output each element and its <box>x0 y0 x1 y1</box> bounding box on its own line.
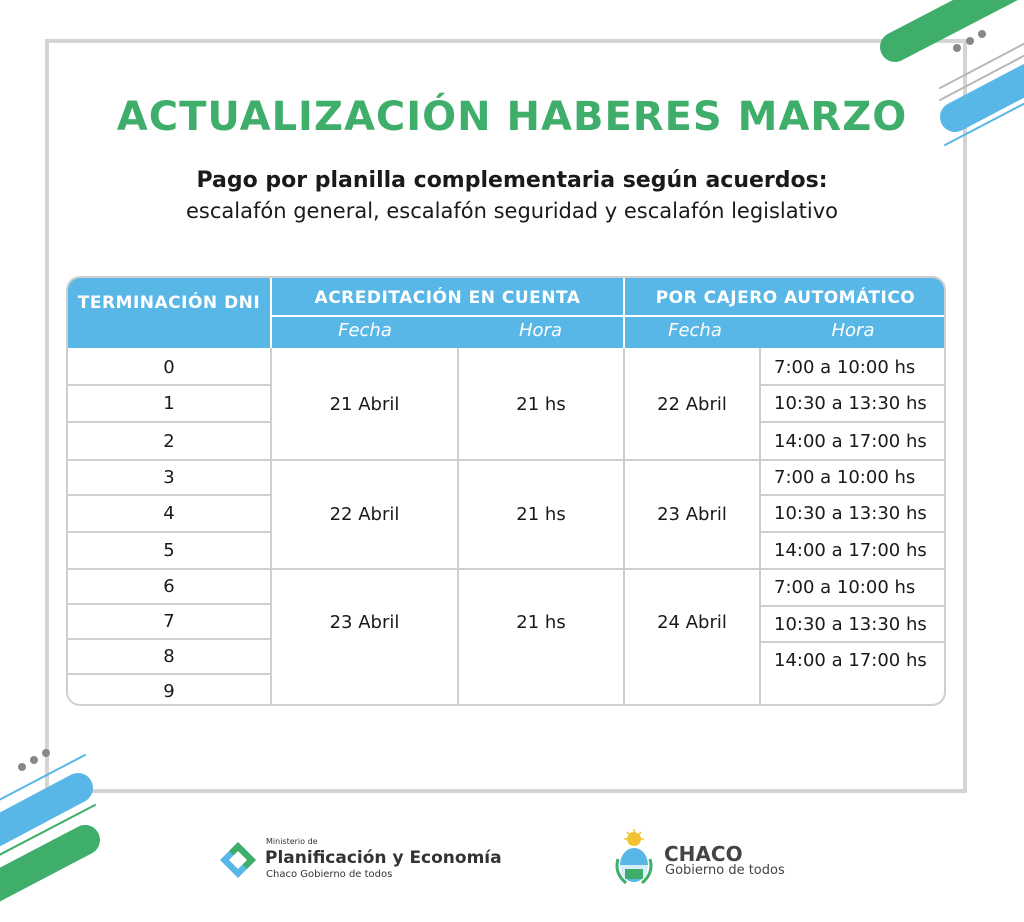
acreditacion-fecha-cell: 22 Abril <box>329 504 400 525</box>
header-cajero-fecha: Fecha <box>668 320 722 341</box>
dni-cell: 6 <box>163 576 175 597</box>
chaco-tagline: Gobierno de todos <box>665 863 785 878</box>
dni-cell: 3 <box>163 467 175 488</box>
chaco-name: CHACO <box>664 842 743 866</box>
ministry-name: Planificación y Economía <box>265 848 502 868</box>
acreditacion-fecha-cell: 23 Abril <box>329 612 400 633</box>
header-dni: TERMINACIÓN DNI <box>77 293 261 313</box>
header-acreditacion: ACREDITACIÓN EN CUENTA <box>314 288 581 308</box>
subtitle-bold: Pago por planilla complementaria según acuerdos: <box>196 168 828 193</box>
header-acreditacion-hora: Hora <box>519 320 562 341</box>
acreditacion-fecha-cell: 21 Abril <box>329 394 400 415</box>
acreditacion-hora-cell: 21 hs <box>516 612 566 633</box>
cajero-hora-cell: 10:30 a 13:30 hs <box>774 613 927 635</box>
dni-cell: 8 <box>163 646 175 667</box>
dni-cell: 4 <box>163 503 175 524</box>
chaco-coat-of-arms-icon <box>612 829 656 889</box>
cajero-fecha-cell: 22 Abril <box>657 394 727 415</box>
payment-schedule-table <box>66 276 946 706</box>
header-acreditacion-fecha: Fecha <box>338 320 392 341</box>
dni-cell: 5 <box>163 540 175 561</box>
cajero-hora-cell: 14:00 a 17:00 hs <box>774 540 927 561</box>
acreditacion-hora-cell: 21 hs <box>516 504 566 525</box>
cajero-hora-cell: 7:00 a 10:00 hs <box>774 577 916 598</box>
cajero-hora-cell: 14:00 a 17:00 hs <box>774 430 927 452</box>
header-cajero-hora: Hora <box>831 320 875 341</box>
dni-cell: 7 <box>163 611 175 632</box>
dni-cell: 0 <box>163 356 175 378</box>
cajero-hora-cell: 7:00 a 10:00 hs <box>774 467 916 488</box>
ministry-tagline: Chaco Gobierno de todos <box>266 869 393 880</box>
cajero-fecha-cell: 23 Abril <box>657 504 727 525</box>
cajero-hora-cell: 14:00 a 17:00 hs <box>774 650 927 671</box>
ministry-small-label: Ministerio de <box>266 837 318 846</box>
header-divider <box>270 315 946 317</box>
dni-cell: 9 <box>163 681 175 702</box>
ministry-logo-icon <box>218 840 258 880</box>
cajero-hora-cell: 10:30 a 13:30 hs <box>774 503 927 524</box>
page-title: ACTUALIZACIÓN HABERES MARZO <box>116 94 908 140</box>
subtitle: escalafón general, escalafón seguridad y escalafón legislativo <box>186 199 838 223</box>
header-cajero: POR CAJERO AUTOMÁTICO <box>655 288 916 308</box>
cajero-hora-cell: 7:00 a 10:00 hs <box>774 356 916 378</box>
acreditacion-hora-cell: 21 hs <box>516 394 566 415</box>
cajero-fecha-cell: 24 Abril <box>657 612 727 633</box>
dni-cell: 2 <box>163 430 175 452</box>
dni-cell: 1 <box>163 393 175 414</box>
cajero-hora-cell: 10:30 a 13:30 hs <box>774 393 927 414</box>
